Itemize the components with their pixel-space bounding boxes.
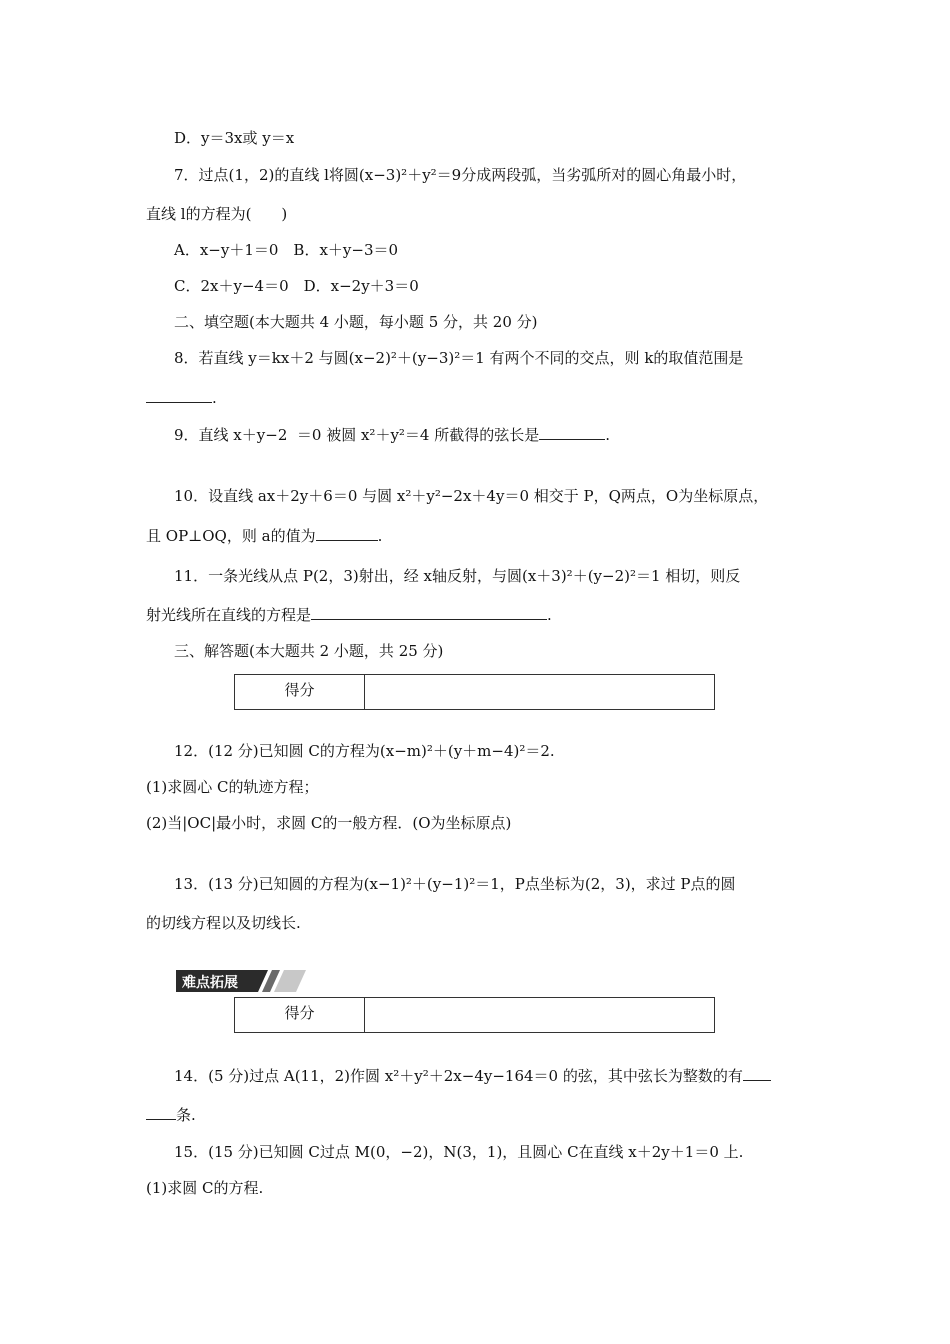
- q12-part-1: (1)求圆心 C的轨迹方程；: [146, 778, 319, 796]
- score-cell[interactable]: [365, 998, 714, 1032]
- period: .: [605, 426, 611, 444]
- period: .: [212, 389, 217, 407]
- answer-blank[interactable]: [146, 1105, 176, 1120]
- q15-part-1: (1)求圆 C的方程.: [146, 1179, 264, 1197]
- score-cell[interactable]: [365, 675, 714, 709]
- q7-stem-cont: 直线 l的方程为( ): [146, 205, 288, 223]
- score-box-2: [234, 997, 715, 1033]
- difficulty-banner: [176, 970, 306, 992]
- score-box-1: [234, 674, 715, 710]
- q10-stem-cont: [146, 526, 382, 546]
- q11-stem-cont: [146, 605, 552, 625]
- banner-label: 难点拓展: [182, 975, 238, 991]
- answer-blank[interactable]: [539, 425, 605, 440]
- q11-text: 射光线所在直线的方程是: [146, 606, 312, 624]
- q14-text: 14．(5 分)过点 A(11，2)作圆 x²＋y²＋2x−4y−164＝0 的弦，其中弦长为整数的有: [174, 1067, 743, 1085]
- q10-text: 且 OP⊥OQ，则 a的值为: [146, 527, 316, 545]
- q6-option-d: D．y＝3x或 y＝x: [174, 129, 295, 147]
- q14-stem-cont: [146, 1105, 196, 1125]
- answer-blank[interactable]: [311, 605, 547, 620]
- q7-stem: 7．过点(1，2)的直线 l将圆(x−3)²＋y²＝9分成两段弧，当劣弧所对的圆心角最小时，: [174, 166, 747, 184]
- q15-stem: 15．(15 分)已知圆 C过点 M(0，−2)，N(3，1)，且圆心 C在直线 x＋2y＋1＝0 上.: [174, 1143, 744, 1161]
- q14-stem: [174, 1066, 771, 1086]
- section-3-title: 三、解答题(本大题共 2 小题，共 25 分): [174, 642, 444, 660]
- q10-stem: 10．设直线 ax＋2y＋6＝0 与圆 x²＋y²−2x＋4y＝0 相交于 P，Q两点，O为坐标原点，: [174, 487, 769, 505]
- answer-blank[interactable]: [743, 1066, 771, 1081]
- period: .: [547, 606, 552, 624]
- score-label: 得分: [235, 998, 365, 1032]
- q7-options-ab: A．x−y＋1＝0 B．x＋y−3＝0: [174, 241, 399, 259]
- q8-stem: 8．若直线 y＝kx＋2 与圆(x−2)²＋(y−3)²＝1 有两个不同的交点，则 k的取值范围是: [174, 349, 744, 367]
- q7-options-cd: C．2x＋y−4＝0 D．x−2y＋3＝0: [174, 277, 419, 295]
- q13-stem-cont: 的切线方程以及切线长.: [146, 914, 301, 932]
- section-2-title: 二、填空题(本大题共 4 小题，每小题 5 分，共 20 分): [174, 313, 538, 331]
- q12-stem: 12．(12 分)已知圆 C的方程为(x−m)²＋(y＋m−4)²＝2.: [174, 742, 555, 760]
- answer-blank[interactable]: [316, 526, 378, 541]
- score-label: 得分: [235, 675, 365, 709]
- q9-text: 9．直线 x＋y−2 ＝0 被圆 x²＋y²＝4 所截得的弦长是: [174, 426, 540, 444]
- period: .: [377, 527, 383, 545]
- q8-answer-line: [146, 388, 217, 408]
- q11-stem: 11．一条光线从点 P(2，3)射出，经 x轴反射，与圆(x＋3)²＋(y−2)²＝1 相切，则反: [174, 567, 741, 585]
- answer-blank[interactable]: [146, 388, 212, 403]
- q13-stem: 13．(13 分)已知圆的方程为(x−1)²＋(y−1)²＝1，P点坐标为(2，3)，求过 P点的圆: [174, 875, 736, 893]
- q14-text-end: 条.: [176, 1106, 196, 1124]
- q12-part-2: (2)当|OC|最小时，求圆 C的一般方程．(O为坐标原点): [146, 814, 512, 832]
- q9-stem: [174, 425, 610, 445]
